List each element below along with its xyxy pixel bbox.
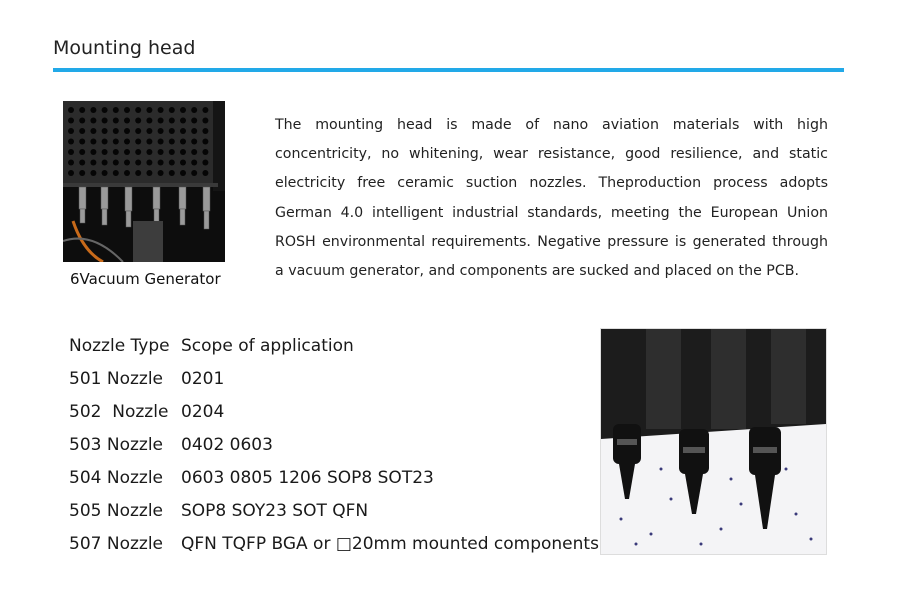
perforation-hole: [135, 149, 141, 155]
perforation-hole: [68, 139, 74, 145]
perforation-hole: [146, 107, 152, 113]
perforation-hole: [124, 149, 130, 155]
perforation-hole: [79, 160, 85, 166]
mounting-head-description: The mounting head is made of nano aviation materials with high concentricity, no whitening, wear resistance, good resilience, and static electricity free ceramic suction nozzles. Theproduction process adopts German 4.0 intelligent industrial standards, meeting the European Union ROSH environmental requirements. Negative pressure is generated through a vacuum generator, and components are sucked and placed on the PCB.: [275, 117, 828, 280]
pcb-dot: [740, 503, 743, 506]
perforation-hole: [202, 107, 208, 113]
pcb-dot: [700, 543, 703, 546]
perforation-hole: [79, 139, 85, 145]
perforation-hole: [90, 128, 96, 134]
perforation-hole: [202, 170, 208, 176]
pcb-dot: [810, 538, 813, 541]
nozzle-type-cell: 507 Nozzle: [69, 533, 163, 554]
perforation-hole: [169, 107, 175, 113]
perforation-hole: [180, 160, 186, 166]
perforation-hole: [202, 149, 208, 155]
perforation-hole: [135, 160, 141, 166]
perforation-hole: [158, 139, 164, 145]
perforation-hole: [146, 149, 152, 155]
header-scope: Scope of application: [181, 335, 354, 356]
perforation-hole: [79, 118, 85, 124]
perforation-hole: [79, 170, 85, 176]
perforation-hole: [90, 160, 96, 166]
perforation-hole: [169, 170, 175, 176]
pcb-dot: [730, 478, 733, 481]
perforation-hole: [169, 160, 175, 166]
perforation-hole: [68, 149, 74, 155]
perforation-hole: [102, 128, 108, 134]
perforation-hole: [191, 160, 197, 166]
perforation-hole: [90, 139, 96, 145]
perforation-hole: [124, 118, 130, 124]
perforation-hole: [191, 149, 197, 155]
perforation-hole: [68, 128, 74, 134]
pcb-dot: [720, 528, 723, 531]
perforation-hole: [113, 139, 119, 145]
suction-nozzles-image: [600, 328, 827, 555]
perforation-hole: [169, 118, 175, 124]
perforation-hole: [158, 128, 164, 134]
perforation-hole: [113, 160, 119, 166]
nozzle-table: [69, 329, 599, 560]
perforation-hole: [202, 139, 208, 145]
perforation-hole: [180, 139, 186, 145]
perforation-hole: [202, 118, 208, 124]
perforation-hole: [202, 128, 208, 134]
perforation-hole: [68, 160, 74, 166]
perforation-hole: [102, 170, 108, 176]
perforation-hole: [90, 107, 96, 113]
perforation-hole: [135, 107, 141, 113]
nozzle-type-cell: 505 Nozzle: [69, 500, 163, 521]
perforation-hole: [180, 170, 186, 176]
pcb-dot: [650, 533, 653, 536]
table-row: [69, 428, 599, 461]
scope-cell: SOP8 SOY23 SOT QFN: [181, 500, 369, 521]
perforation-hole: [68, 107, 74, 113]
nozzle-type-cell: 501 Nozzle: [69, 368, 163, 389]
perforation-hole: [191, 118, 197, 124]
perforation-hole: [68, 170, 74, 176]
table-row: [69, 362, 599, 395]
scope-cell: 0402 0603: [181, 434, 273, 455]
pcb-dot: [670, 498, 673, 501]
pcb-dot: [785, 468, 788, 471]
perforation-hole: [191, 128, 197, 134]
title-divider: [53, 68, 844, 72]
perforation-hole: [191, 139, 197, 145]
perforation-hole: [180, 149, 186, 155]
table-header-row: [69, 329, 599, 362]
perforation-hole: [102, 118, 108, 124]
perforation-hole: [90, 170, 96, 176]
perforation-hole: [102, 149, 108, 155]
perforation-hole: [180, 118, 186, 124]
perforation-hole: [124, 139, 130, 145]
perforation-hole: [102, 139, 108, 145]
perforation-hole: [102, 160, 108, 166]
scope-cell: 0201: [181, 368, 225, 389]
perforation-hole: [68, 118, 74, 124]
perforation-hole: [135, 128, 141, 134]
perforation-hole: [146, 118, 152, 124]
perforation-hole: [146, 139, 152, 145]
perforation-hole: [79, 128, 85, 134]
pcb-dot: [660, 468, 663, 471]
perforation-hole: [158, 170, 164, 176]
scope-cell: 0204: [181, 401, 225, 422]
perforation-hole: [158, 118, 164, 124]
perforation-hole: [169, 139, 175, 145]
table-row: [69, 461, 599, 494]
perforation-hole: [113, 128, 119, 134]
perforation-hole: [124, 160, 130, 166]
table-row: [69, 527, 599, 560]
perforation-hole: [102, 107, 108, 113]
perforation-hole: [169, 128, 175, 134]
table-row: [69, 395, 599, 428]
perforation-hole: [180, 128, 186, 134]
perforation-hole: [90, 149, 96, 155]
perforation-hole: [113, 118, 119, 124]
pcb-dot: [795, 513, 798, 516]
perforation-hole: [202, 160, 208, 166]
perforation-hole: [124, 128, 130, 134]
perforation-hole: [146, 170, 152, 176]
perforation-hole: [191, 170, 197, 176]
nozzle-type-cell: 504 Nozzle: [69, 467, 163, 488]
perforation-hole: [146, 160, 152, 166]
scope-cell: 0603 0805 1206 SOP8 SOT23: [181, 467, 434, 488]
pcb-dot: [635, 543, 638, 546]
perforation-hole: [113, 107, 119, 113]
perforation-hole: [135, 139, 141, 145]
perforation-hole: [169, 149, 175, 155]
perforation-hole: [90, 118, 96, 124]
header-nozzle-type: Nozzle Type: [69, 335, 170, 356]
nozzle-type-cell: 503 Nozzle: [69, 434, 163, 455]
nozzle-type-cell: 502 Nozzle: [69, 401, 169, 422]
perforation-hole: [113, 170, 119, 176]
perforation-hole: [158, 107, 164, 113]
perforation-hole: [135, 170, 141, 176]
scope-cell: QFN TQFP BGA or □20mm mounted components: [181, 533, 599, 554]
perforation-hole: [191, 107, 197, 113]
perforation-hole: [79, 149, 85, 155]
vacuum-generator-image: [63, 101, 225, 262]
section-title: Mounting head: [53, 37, 196, 59]
vacuum-generator-caption: 6Vacuum Generator: [70, 270, 221, 288]
perforation-hole: [124, 107, 130, 113]
perforation-hole: [79, 107, 85, 113]
perforation-hole: [146, 128, 152, 134]
pcb-dot: [620, 518, 623, 521]
perforation-hole: [113, 149, 119, 155]
perforation-hole: [158, 149, 164, 155]
perforation-hole: [180, 107, 186, 113]
perforation-hole: [135, 118, 141, 124]
perforation-hole: [124, 170, 130, 176]
perforation-hole: [158, 160, 164, 166]
table-row: [69, 494, 599, 527]
